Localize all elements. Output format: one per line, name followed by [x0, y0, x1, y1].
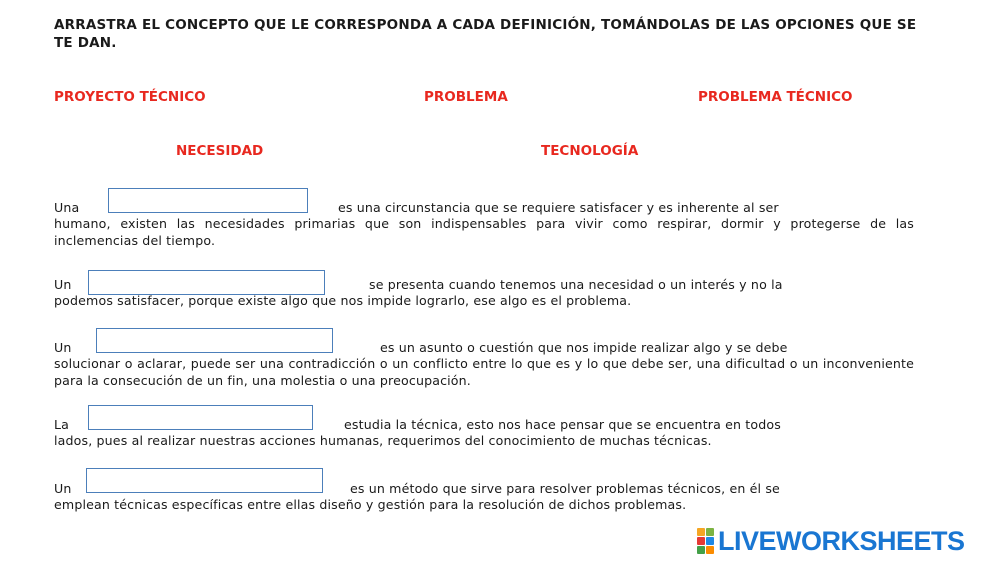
definition-2-rest: podemos satisfacer, porque existe algo que nos impide lograrlo, ese algo es el problema. [54, 293, 632, 308]
definition-4-rest: lados, pues al realizar nuestras acciones humanas, requerimos del conocimiento de muchas técnicas. [54, 433, 712, 448]
liveworksheets-logo [697, 526, 965, 556]
definition-1-rest: humano, existen las necesidades primarias que son indispensables para vivir como respirar, dormir y protegerse de las inclemencias del tiempo. [54, 216, 914, 248]
drop-box-3[interactable] [96, 328, 333, 353]
drop-box-5[interactable] [86, 468, 323, 493]
definition-5-lead: Un [54, 481, 72, 496]
definition-3-rest: solucionar o aclarar, puede ser una contradicción o un conflicto entre lo que es y lo que debe ser, una dificultad o un inconveniente para la consecución de un fin, una molestia o una preocupación. [54, 356, 914, 388]
logo-text: LIVEWORKSHEETS [718, 525, 965, 556]
definition-4-first-line: estudia la técnica, esto nos hace pensar que se encuentra en todos [344, 417, 781, 432]
definition-3-lead: Un [54, 340, 72, 355]
option-problema[interactable]: PROBLEMA [424, 89, 508, 105]
option-proyecto-tecnico[interactable]: PROYECTO TÉCNICO [54, 89, 206, 105]
definition-4-lead: La [54, 417, 70, 432]
definition-5-first-line: es un método que sirve para resolver problemas técnicos, en él se [350, 481, 780, 496]
option-tecnologia[interactable]: TECNOLOGÍA [541, 143, 639, 159]
definition-2-lead: Un [54, 277, 72, 292]
drop-box-4[interactable] [88, 405, 313, 430]
drop-box-2[interactable] [88, 270, 325, 295]
instructions-title: ARRASTRA EL CONCEPTO QUE LE CORRESPONDA A CADA DEFINICIÓN, TOMÁNDOLAS DE LAS OPCIONES QUE SE TE DAN. [54, 17, 917, 51]
definition-3-first-line: es un asunto o cuestión que nos impide realizar algo y se debe [380, 340, 788, 355]
logo-mark-icon [697, 528, 714, 554]
option-problema-tecnico[interactable]: PROBLEMA TÉCNICO [698, 89, 853, 105]
definition-2-first-line: se presenta cuando tenemos una necesidad o un interés y no la [369, 277, 783, 292]
option-necesidad[interactable]: NECESIDAD [176, 143, 264, 159]
definition-1-first-line: es una circunstancia que se requiere satisfacer y es inherente al ser [338, 200, 779, 215]
definition-5-rest: emplean técnicas específicas entre ellas diseño y gestión para la resolución de dichos problemas. [54, 497, 687, 512]
drop-box-1[interactable] [108, 188, 308, 213]
definition-1-lead: Una [54, 200, 80, 215]
